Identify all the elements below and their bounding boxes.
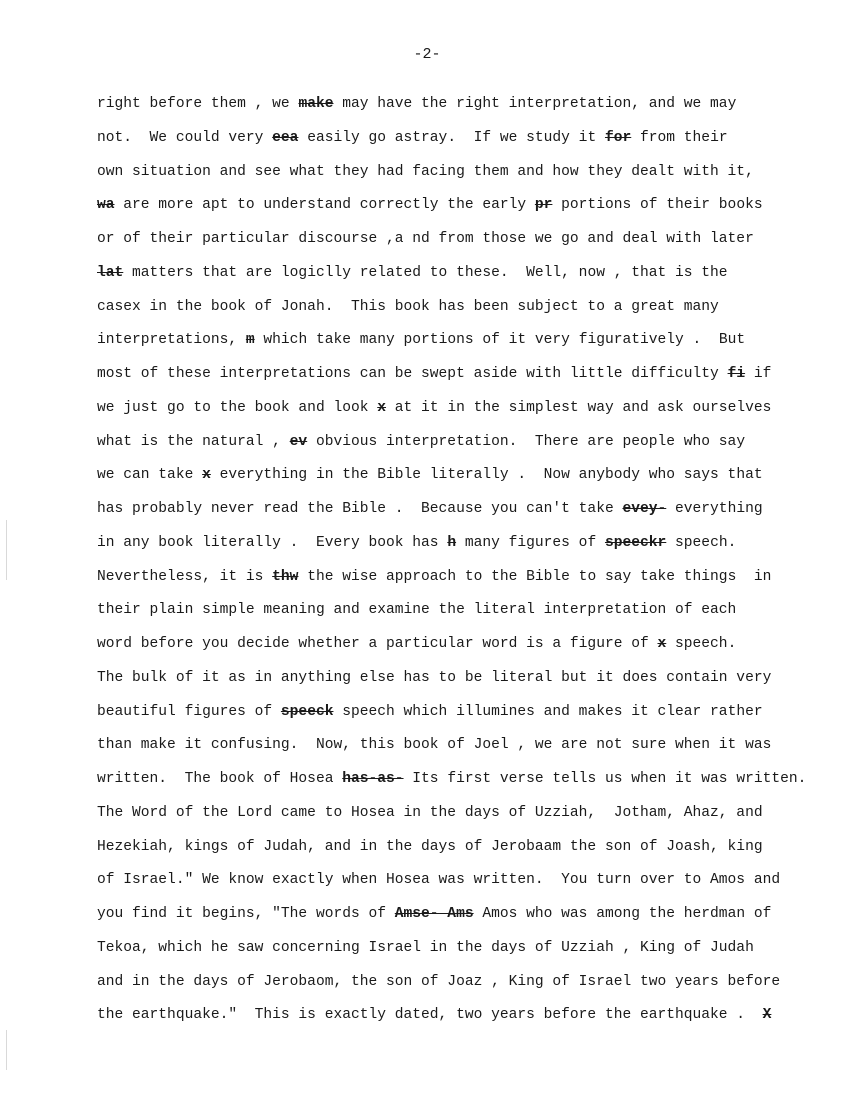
text-segment: their plain simple meaning and examine the literal interpretation of each [97,602,737,619]
struck-through-text: thw [272,568,299,585]
struck-through-text: x [377,399,387,416]
struck-through-text: make [298,96,334,112]
text-segment: of Israel." We know exactly when Hosea was written. You turn over to Amos and [97,872,781,889]
struck-through-text: speeckr [604,534,667,551]
struck-through-text: h [447,534,457,551]
text-line [97,668,817,702]
text-segment: easily go astray. If we study it [298,129,605,146]
struck-through-text: X [762,1007,772,1024]
text-segment: many figures of [456,534,605,551]
struck-through-text: pr [534,197,553,214]
struck-through-text: has-as- [342,771,404,787]
body-text [97,94,817,1039]
text-line [97,432,817,466]
struck-through-text: Amse- Ams [394,906,474,922]
text-segment: Amos who was among the herdman of [473,906,772,922]
text-segment: Tekoa, which he saw concerning Israel in the days of Uzziah , King of Judah [97,939,754,956]
struck-through-text: m [245,332,255,349]
text-segment: or of their particular discourse ,a nd from those we go and deal with later [97,231,754,247]
text-line [97,128,817,162]
text-segment: everything in the Bible literally . Now anybody who says that [210,467,763,484]
text-line [97,870,817,904]
text-segment: we can take [97,467,203,484]
text-segment: than make it confusing. Now, this book of Joel , we are not sure when it was [97,737,772,754]
struck-through-text: evey- [622,501,667,517]
text-line [97,938,817,972]
text-line [97,330,817,364]
text-segment: own situation and see what they had facing them and how they dealt with it, [97,163,754,180]
struck-through-text: for [604,129,632,146]
text-segment: we just go to the book and look [97,399,378,416]
text-segment: casex in the book of Jonah. This book has been subject to a great many [97,298,719,315]
text-segment: The Word of the Lord came to Hosea in the days of Uzziah, Jotham, Ahaz, and [97,804,763,821]
text-line [97,297,817,331]
text-segment: everything [666,501,763,517]
text-segment: speech. [666,534,737,551]
text-segment: the earthquake." This is exactly dated, two years before the earthquake . [97,1007,763,1024]
text-segment: if [745,366,772,382]
text-segment: which take many portions of it very figuratively . But [254,332,746,349]
text-segment: may have the right interpretation, and we may [333,96,737,112]
struck-through-text: wa [97,197,115,214]
text-segment: Nevertheless, it is [97,568,273,585]
struck-through-text: speeck [280,703,334,720]
struck-through-text: ev [289,433,308,450]
text-segment: word before you decide whether a particular word is a figure of [97,636,658,652]
text-segment: in any book literally . Every book has [97,534,448,551]
text-line [97,229,817,263]
text-line [97,803,817,837]
text-segment: The bulk of it as in anything else has to be literal but it does contain very [97,669,772,686]
text-segment: matters that are logiclly related to these. Well, now , that is the [123,264,728,281]
text-segment: from their [631,129,728,146]
text-segment: obvious interpretation. There are people who say [307,433,746,450]
text-segment: are more apt to understand correctly the early [114,197,535,214]
text-segment: interpretations, [97,332,246,349]
text-line [97,1005,817,1039]
text-segment: beautiful figures of [97,703,281,720]
text-segment: most of these interpretations can be swept aside with little difficulty [97,366,728,382]
text-segment: Its first verse tells us when it was written. [403,771,807,787]
text-line [97,837,817,871]
text-line [97,263,817,297]
text-line [97,162,817,196]
text-segment: the wise approach to the Bible to say take things in [298,568,772,585]
text-segment: right before them , we [97,96,299,112]
text-line [97,904,817,938]
text-segment: speech. [666,636,737,652]
left-margin-mark [6,520,7,580]
text-line [97,634,817,668]
text-line [97,364,817,398]
text-line [97,567,817,601]
text-segment: speech which illumines and makes it clear rather [333,703,763,720]
text-line [97,600,817,634]
text-line [97,94,817,128]
text-line [97,533,817,567]
text-line [97,769,817,803]
struck-through-text: x [657,636,667,652]
text-segment: at it in the simplest way and ask ourselves [386,399,772,416]
text-segment: written. The book of Hosea [97,771,343,787]
text-segment: portions of their books [552,197,763,214]
text-line [97,972,817,1006]
page-number: -2- [413,46,441,63]
text-segment: has probably never read the Bible . Because you can't take [97,501,623,517]
left-margin-mark [6,1030,7,1070]
text-segment: Hezekiah, kings of Judah, and in the days of Jerobaam the son of Joash, king [97,838,763,855]
struck-through-text: eea [272,129,299,146]
text-line [97,195,817,229]
text-segment: you find it begins, "The words of [97,906,395,922]
struck-through-text: x [202,467,211,484]
text-line [97,465,817,499]
text-segment: and in the days of Jerobaom, the son of Joaz , King of Israel two years before [97,973,781,990]
text-line [97,499,817,533]
text-segment: not. We could very [97,129,273,146]
struck-through-text: lat [97,264,124,281]
struck-through-text: fi [727,366,746,382]
text-line [97,398,817,432]
text-line [97,735,817,769]
text-segment: what is the natural , [97,433,290,450]
text-line [97,702,817,736]
